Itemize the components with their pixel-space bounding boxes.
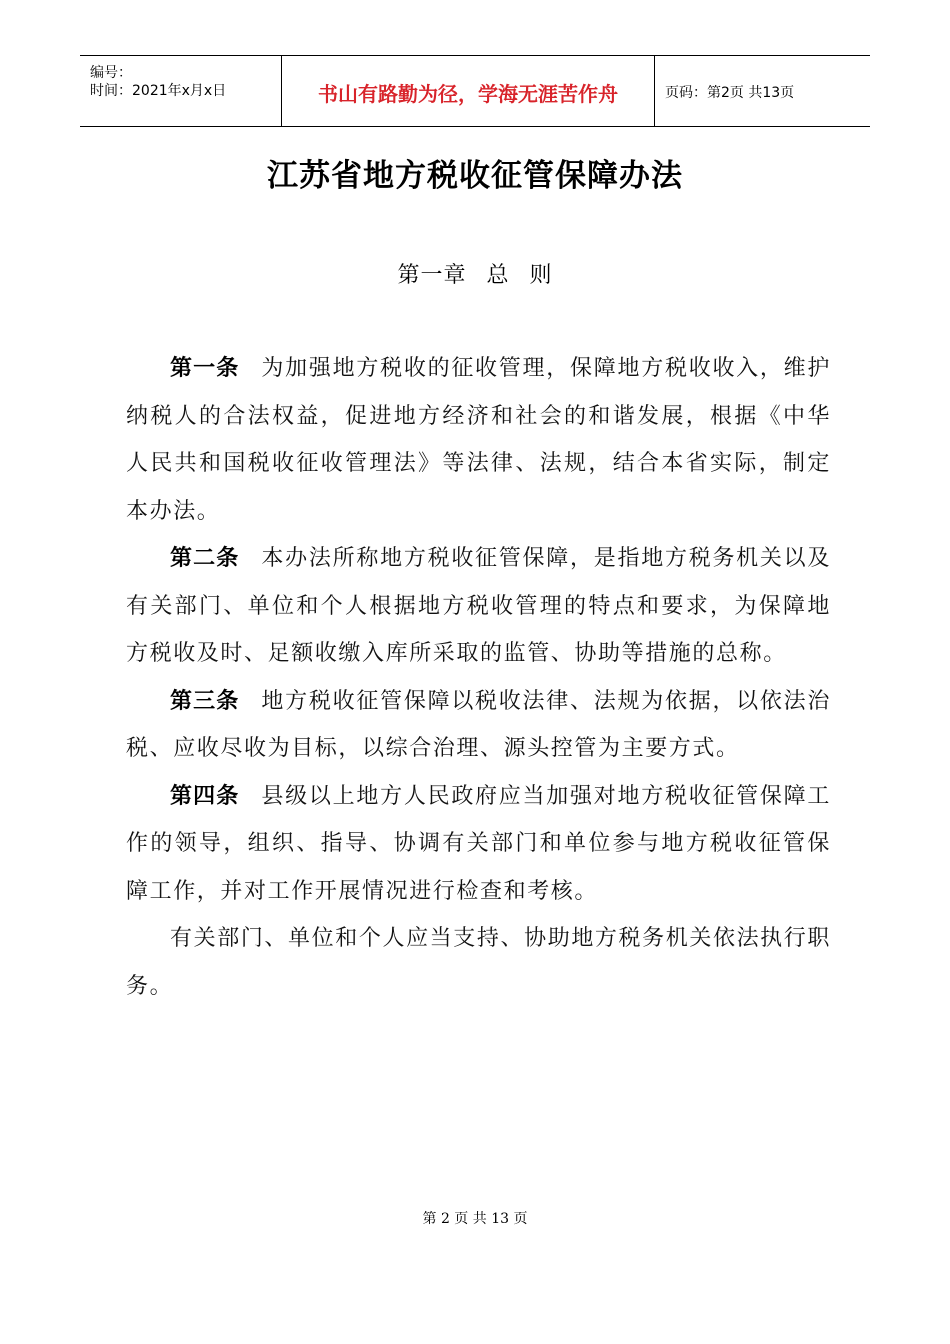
article-number: 第三条 bbox=[170, 688, 240, 714]
page-info: 页码：第2页 共13页 bbox=[665, 85, 795, 101]
date-line: 时间：2021年x月x日 bbox=[90, 83, 227, 99]
document-body bbox=[126, 345, 831, 1010]
article-1 bbox=[126, 345, 831, 535]
header-motto-cell bbox=[282, 56, 655, 126]
article-4 bbox=[126, 773, 831, 916]
article-4-paragraph-2: 有关部门、单位和个人应当支持、协助地方税务机关依法执行职务。 bbox=[126, 926, 831, 999]
document-header bbox=[80, 55, 870, 127]
header-meta-cell bbox=[80, 56, 282, 126]
article-number: 第四条 bbox=[170, 783, 240, 809]
article-3 bbox=[126, 678, 831, 773]
page-footer: 第 2 页 共 13 页 bbox=[422, 1211, 528, 1227]
motto-text: 书山有路勤为径，学海无涯苦作舟 bbox=[318, 82, 618, 106]
document-title: 江苏省地方税收征管保障办法 bbox=[267, 158, 683, 194]
article-number: 第一条 bbox=[170, 356, 240, 381]
article-text: 为加强地方税收的征收管理，保障地方税收收入，维护纳税人的合法权益，促进地方经济和社会的和谐发展，根据《中华人民共和国税收征收管理法》等法律、法规，结合本省实际，制定本办法。 bbox=[126, 356, 831, 524]
chapter-name: 总 bbox=[486, 263, 510, 288]
chapter-heading bbox=[0, 258, 950, 289]
article-text: 本办法所称地方税收征管保障，是指地方税务机关以及有关部门、单位和个人根据地方税收管理的特点和要求，为保障地方税收及时、足额收缴入库所采取的监管、协助等措施的总称。 bbox=[126, 546, 831, 666]
header-page-cell bbox=[655, 56, 870, 126]
article-text: 县级以上地方人民政府应当加强对地方税收征管保障工作的领导，组织、指导、协调有关部门和单位参与地方税收征管保障工作，并对工作开展情况进行检查和考核。 bbox=[126, 783, 831, 904]
article-text: 地方税收征管保障以税收法律、法规为依据，以依法治税、应收尽收为目标，以综合治理、源头控管为主要方式。 bbox=[126, 688, 831, 761]
chapter-name-2: 则 bbox=[529, 263, 553, 288]
code-label: 编号： bbox=[90, 65, 132, 81]
article-2 bbox=[126, 535, 831, 678]
article-number: 第二条 bbox=[170, 546, 240, 571]
chapter-number: 第一章 bbox=[397, 263, 467, 288]
